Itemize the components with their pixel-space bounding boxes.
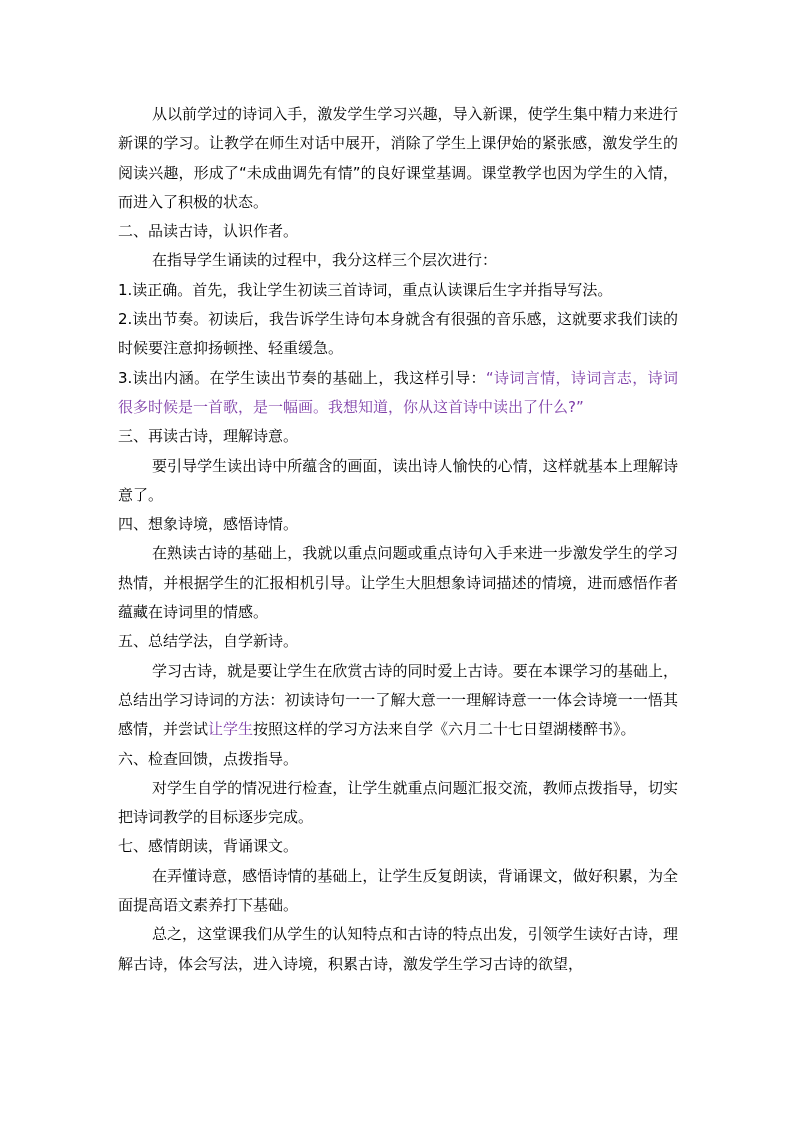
body-paragraph: 在指导学生诵读的过程中，我分这样三个层次进行：: [152, 251, 498, 270]
list-item-1: 1.读正确。首先，我让学生初读三首诗词，重点认读课后生字并指导写法。: [118, 280, 613, 299]
body-paragraph: [118, 657, 678, 745]
section-heading-7: 七、感情朗读，背诵课文。: [118, 837, 299, 856]
body-paragraph: 在弄懂诗意，感悟诗情的基础上，让学生反复朗读，背诵课文，做好积累，为全面提高语文素养打下基础。: [118, 866, 678, 915]
paragraph-text: 学习古诗，就是要让学生在欣赏古诗的同时爱上古诗。要在本课学习的基础上，总结出学习诗词的方法：初读诗句一一了解大意一一理解诗意一一体会诗境一一悟其感情，并尝试: [118, 661, 678, 739]
section-heading-3: 三、再读古诗，理解诗意。: [118, 427, 299, 446]
body-paragraph: 要引导学生读出诗中所蕴含的画面，读出诗人愉快的心情，这样就基本上理解诗意了。: [118, 456, 678, 504]
intro-paragraph: 从以前学过的诗词入手，激发学生学习兴趣，导入新课，使学生集中精力来进行新课的学习。让教学在师生对话中展开，消除了学生上课伊始的紧张感，激发学生的阅读兴趣，形成了“未成曲调先有情”的良好课堂基调。课堂教学也因为学生的入情，而进入了积极的状态。: [118, 105, 678, 211]
highlighted-text: 让学生: [208, 720, 254, 739]
document-body: [118, 100, 678, 979]
list-item-2: 2.读出节奏。初读后，我告诉学生诗句本身就含有很强的音乐感，这就要求我们读的时候要注意抑扬顿挫、轻重缓急。: [118, 310, 678, 358]
body-paragraph: 对学生自学的情况进行检查，让学生就重点问题汇报交流，教师点拨指导，切实把诗词教学的目标逐步完成。: [118, 778, 678, 827]
section-heading-2: 二、品读古诗，认识作者。: [118, 222, 299, 241]
list-item-3: [118, 364, 678, 423]
section-heading-4: 四、想象诗境，感悟诗情。: [118, 515, 299, 534]
paragraph-text: 按照这样的学习方法来自学《六月二十七日望湖楼醉书》。: [253, 720, 636, 739]
body-paragraph: 在熟读古诗的基础上，我就以重点问题或重点诗句入手来进一步激发学生的学习热情，并根据学生的汇报相机引导。让学生大胆想象诗词描述的情境，进而感悟作者蕴藏在诗词里的情感。: [118, 544, 678, 622]
section-heading-5: 五、总结学法，自学新诗。: [118, 632, 299, 651]
section-heading-6: 六、检查回馈，点拨指导。: [118, 749, 299, 768]
list-item-3-text: 3.读出内涵。在学生读出节奏的基础上，我这样引导：: [118, 368, 486, 387]
quoted-prompt: “诗词言情，诗词言志，诗词很多时候是一首歌，是一幅画。我想知道，你从这首诗中读出了什么?”: [118, 368, 678, 416]
conclusion-paragraph: 总之，这堂课我们从学生的认知特点和古诗的特点出发，引领学生读好古诗，理解古诗，体会写法，进入诗境，积累古诗，激发学生学习古诗的欲望，: [118, 925, 678, 973]
